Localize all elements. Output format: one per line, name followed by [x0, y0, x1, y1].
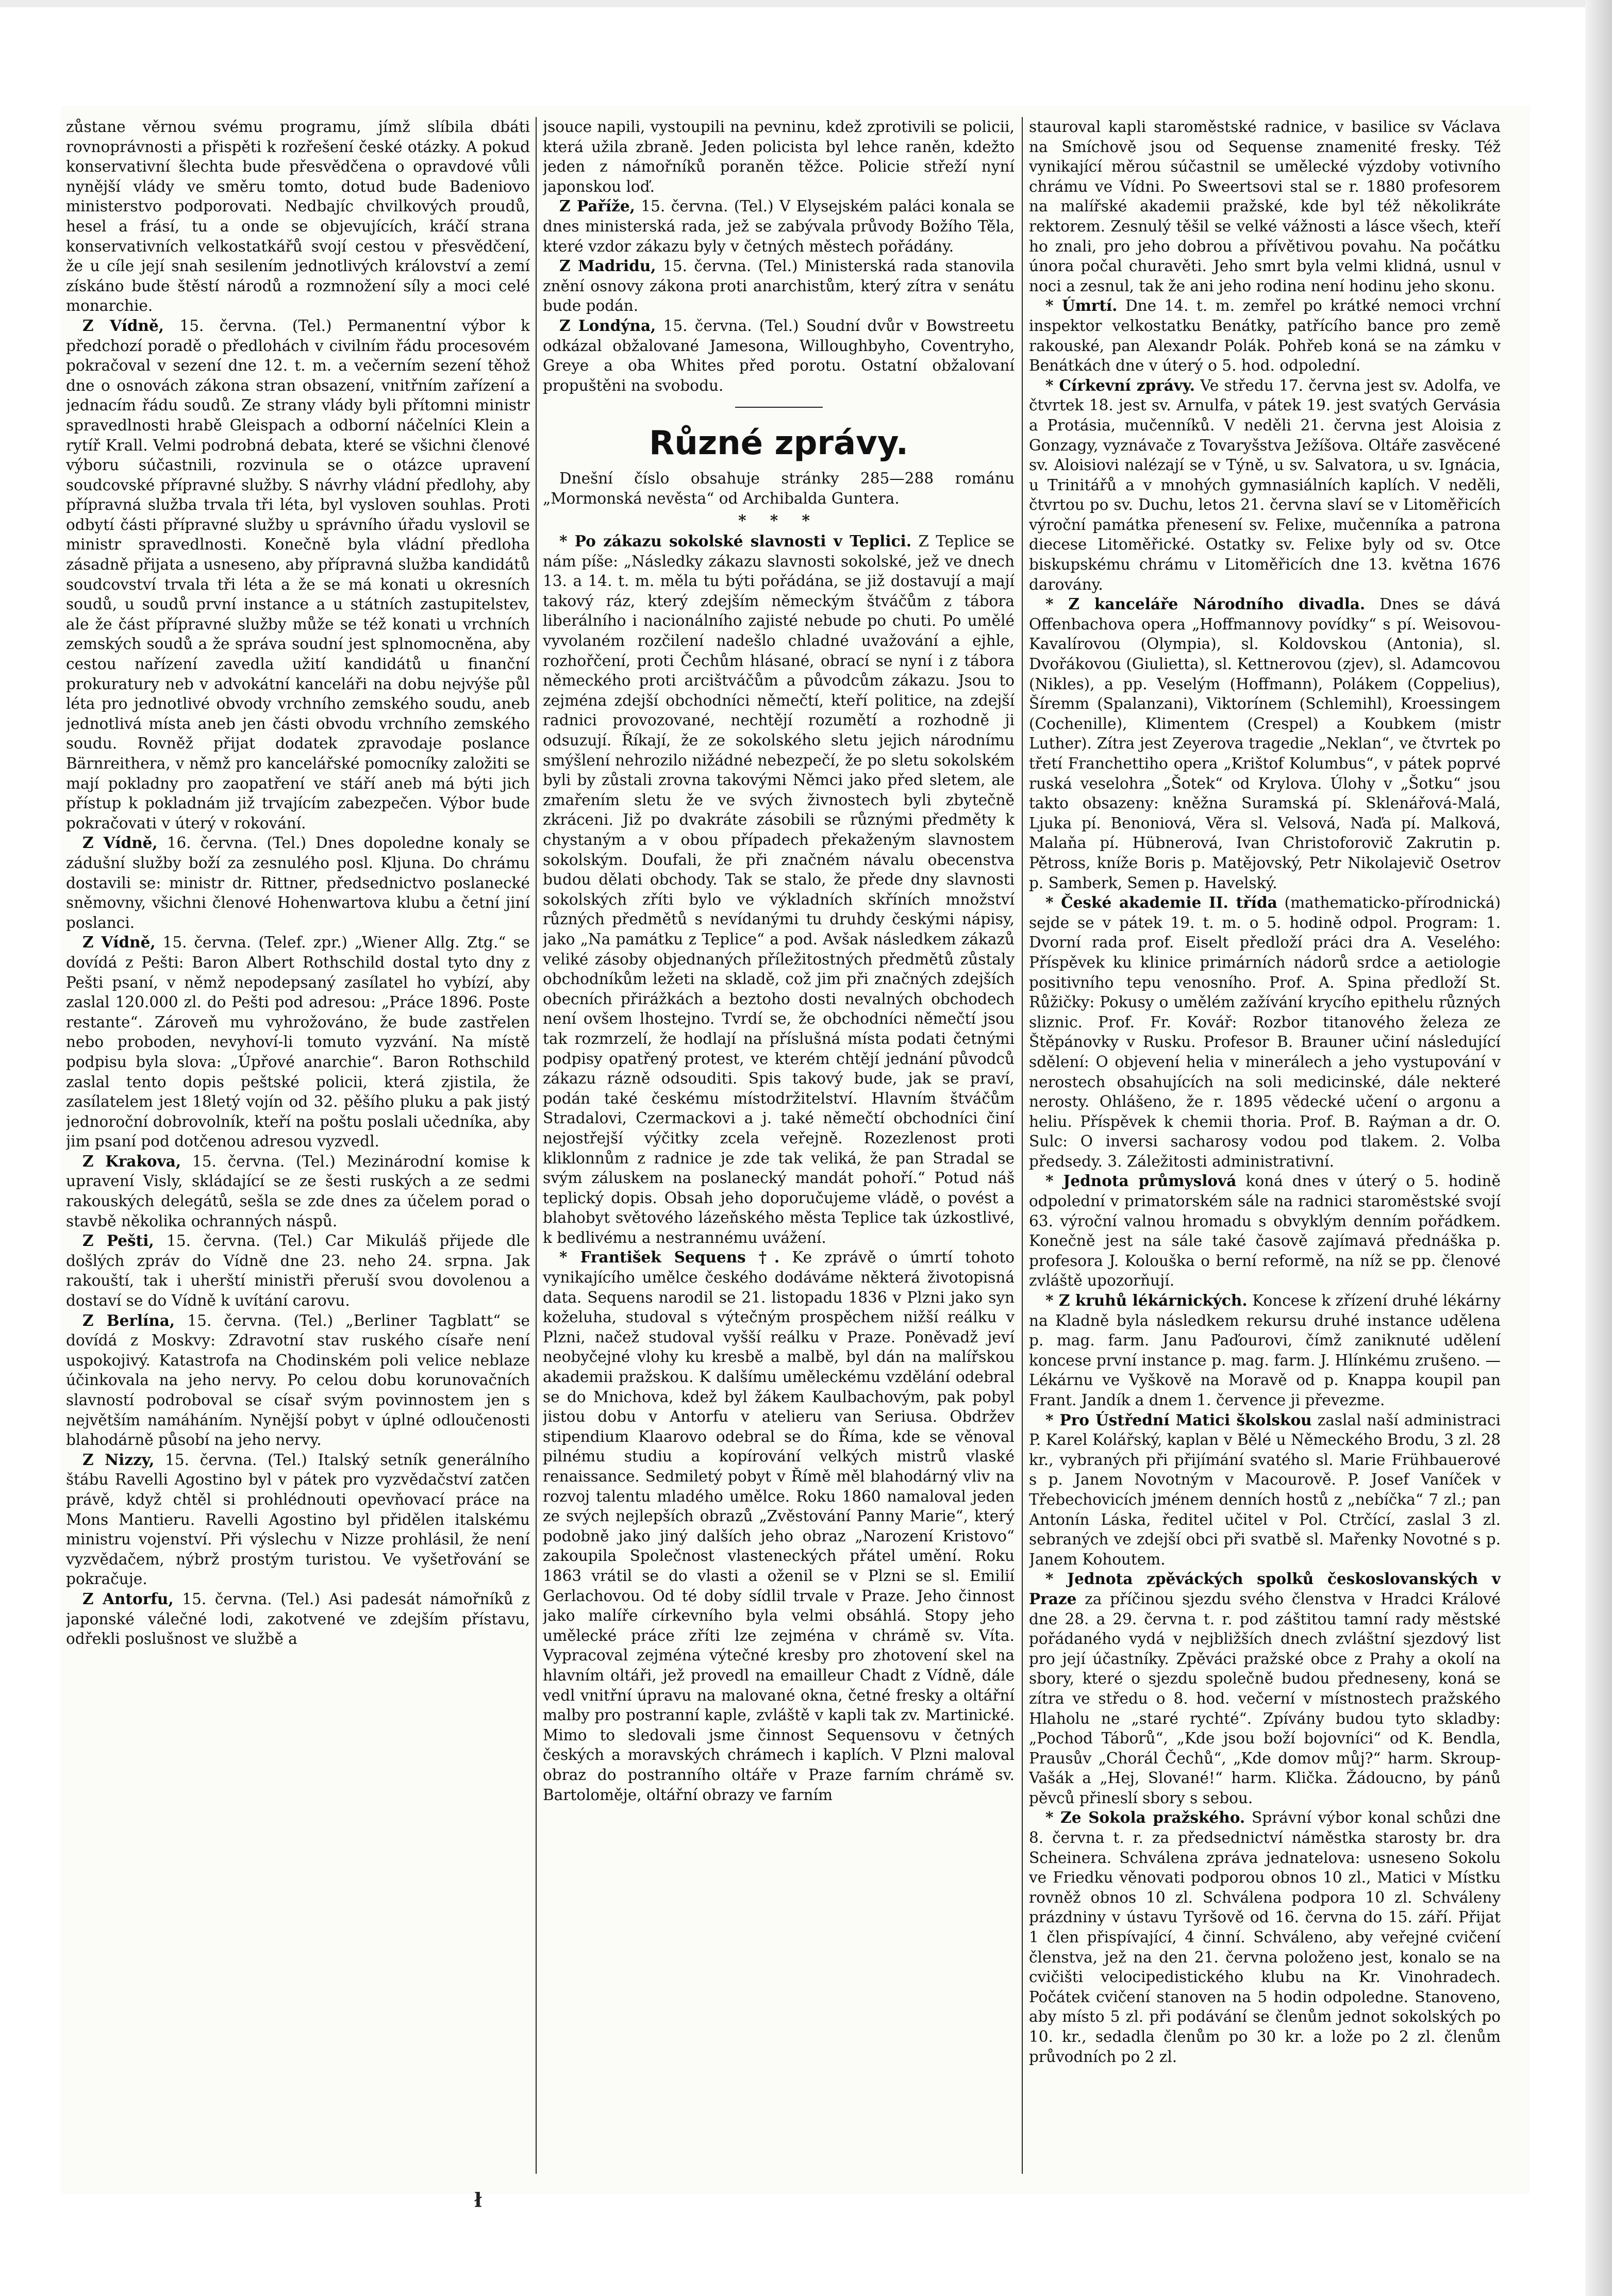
article-text: zůstane věrnou svému programu, jímž slíbila dbáti rovnoprávnosti a přispěti k rozřešení české otázky. A pokud konservativní šlechta bude přesvědčena o opravdové vůli nynější vlády ve směru tomto, dotud bude Badeniovo ministerstvo podporovati. Nedbajíc chvilkových proudů, hesel a frásí, tu a onde se objevujících, kráčí strana konservativních velkostatkářů svojí cestou v přesvědčení, že u cíle její snah sesilením jednotlivých království a zemí získáno bude štěstí národů a rozmnožení síly a moci celé monarchie. — [66, 118, 530, 315]
article-heading: * Jednota zpěváckých spolků českoslovanských v Praze — [1029, 1570, 1501, 1608]
middle-column-top — [543, 117, 1015, 395]
scan-right-edge — [1585, 0, 1612, 2296]
article-paragraph — [66, 117, 530, 316]
article-text: Ve středu 17. června jest sv. Adolfa, ve čtvrtek 18. jest sv. Arnulfa, v pátek 19. jest svatých Gervásia a Protásia, mučenníků. V neděli 21. června jest Aloisia z Gonzagy, vyznávače z Tovaryšstva Ježíšova. Oltáře zasvěcené sv. Aloisiovi nalézají se v Týně, u sv. Salvatora, u sv. Ignácia, u Trinitářů a v mnohých gymnasiálních kaplích. V neděli, čtvrtou po sv. Duchu, letos 21. června slaví se v Litoměřicích výroční památka přenesení sv. Felixe, mučenníka a patrona diecese Litoměřické. Ostatky sv. Felixe byly od sv. Otce biskupskému chrámu v Litoměřicích dne 13. května 1676 darovány. — [1029, 376, 1501, 593]
article-paragraph — [66, 1311, 530, 1450]
article-text: 15. června. (Tel.) V Elysejském paláci konala se dnes ministerská rada, jež se zabývala průvody Božího Těla, které vzdor zákazu byly v četných městech pořádány. — [543, 197, 1015, 255]
article-heading: Z Krakova, — [82, 1152, 181, 1170]
article-text: 15. června. (Tel.) Car Mikuláš přijede dle došlých zpráv do Vídně dne 23. neho 24. srpna. Jak rakouští, tak i uherští ministři přeruší svou dovolenou a dostaví se do Vídně k uvítání carovu. — [66, 1232, 530, 1310]
article-heading: Z Paříže, — [559, 197, 635, 215]
middle-column — [543, 117, 1015, 2184]
article-text: Dne 14. t. m. zemřel po krátké nemoci vrchní inspektor velkostatku Benátky, patřícího bance pro země rakouské, pan Alexandr Polák. Pohřeb koná se na zámku v Benátkách dne v úterý o 5. hod. odpolední. — [1029, 297, 1501, 375]
article-text: stauroval kapli staroměstské radnice, v basilice sv Václava na Smíchově jsou od Sequense znamenité fresky. Též vynikající měrou súčastnil se umělecké výzdoby votivního chrámu ve Vídni. Po Sweertsovi stal se r. 1880 profesorem na malířské akademii pražské, kde byl též několikráte rektorem. Zesnulý těšil se velké vážnosti a lásce všech, kteří ho znali, pro jeho dobrou a přívětivou povahu. Na počátku února počal churavěti. Jeho smrt byla velmi klidná, usnul v noci a zesnul, tak že ani jeho rodina není hodinu jeho skonu. — [1029, 118, 1501, 295]
article-text: 15. června. (Tel.) Asi padesát námořníků z japonské válečné lodi, zakotvené ve zdejším přístavu, odřekli poslušnost ve službě a — [66, 1590, 530, 1648]
article-heading: * Z kanceláře Národního divadla. — [1045, 595, 1366, 613]
article-paragraph — [543, 117, 1015, 196]
column-rule — [536, 117, 537, 2174]
article-text: 15. června. (Tel.) Italský setník generálního štábu Ravelli Agostino byl v pátek pro vyzvědačství zatčen právě, když chtěl si prohlédnouti opevňovací práce na Mons Mantieru. Ravelli Agostino byl přidělen italskému ministru vojenství. Při výslechu v Nizze prohlásil, že není vyzvědačem, nýbrž prostým turistou. Ve vyšetřování se pokračuje. — [66, 1451, 530, 1588]
separator-rule — [735, 407, 823, 408]
article-heading: * České akademie II. třída — [1045, 893, 1277, 912]
article-heading: Z Vídně, — [82, 933, 156, 952]
article-paragraph — [66, 1152, 530, 1231]
article-heading: Z Vídně, — [82, 316, 164, 335]
section-heading: Různé zprávy. — [649, 424, 909, 463]
article-heading: * František Sequens †. — [559, 1248, 780, 1267]
article-text: Dnes se dává Offenbachova opera „Hoffmannovy povídky“ s pí. Weisovou-Kavalírovou (Olympia), sl. Koldovskou (Antonia), sl. Dvořákovou (Giulietta), sl. Kettnerovou (zjev), sl. Adamcovou (Nikles), a pp. Veselým (Hoffmann), Polákem (Coppelius), Šíremm (Spalanzani), Viktorínem (Schlemihl), Kroessingem (Cochenille), Klimentem (Crespel) a Koubkem (mistr Luther). Zítra jest Zeyerova tragedie „Neklan“, ve čtvrtek po třetí Franchettiho opera „Krištof Kolumbus“, v pátek poprvé ruská veselohra „Šotek“ od Krylova. Úlohy v „Šotku“ jsou takto obsazeny: kněžna Suramská pí. Sklenářová-Malá, Ljuka pí. Benoniová, Věra sl. Velsová, Naďa pí. Malková, Malaňa pí. Hübnerová, Ivan Christoforovič Zakrutin p. Pětross, kníže Boris p. Matějovský, Petr Nikolajevič Osetrov p. Samberk, Semen p. Havelský. — [1029, 595, 1501, 892]
article-paragraph — [1029, 1808, 1501, 2067]
article-paragraph — [66, 1231, 530, 1310]
article-text: za příčinou sjezdu svého členstva v Hradci Králové dne 28. a 29. června t. r. pod záštitou tamní rady městské pořádaného vydá v nejbližších dnech zvláštní sjezdový list pro její účastníky. Zpěváci pražské obce z Prahy a okolí na sbory, které o sjezdu společně budou předneseny, koná se zítra ve středu o 8. hod. večerní v místnostech pražského Hlaholu ne „staré rychté“. Zpívány budou tyto skladby: „Pochod Táborů“, „Kde jsou boží bojovníci“ od K. Bendla, Prausův „Chorál Čechů“, „Kde domov můj?“ harm. Skroup-Vašák a „Hej, Slované!“ harm. Klička. Žádoucno, by pánů pěvců přineslí sbory s sebou. — [1029, 1590, 1501, 1807]
article-text: koná dnes v úterý o 5. hodině odpolední v primatorském sále na radnici staroměstské svojí 63. výroční valnou hromadu s obvyklým denním pořádkem. Konečně jest na sále také časově zajímavá přednáška p. profesora J. Kolouška o berní reformě, na níž se pp. členové zvláště upozorňují. — [1029, 1172, 1501, 1290]
article-paragraph — [66, 1589, 530, 1649]
right-column — [1029, 117, 1501, 2184]
article-text: 15. června. (Telef. zpr.) „Wiener Allg. Ztg.“ se dovídá z Pešti: Baron Albert Rothschild dostal tyto dny z Pešti psaní, v němž nepodepsaný zasílatel ho vybízí, aby zaslal 120.000 zl. do Pešti pod adresou: „Práce 1896. Poste restante“. Zároveň mu vyhrožováno, že bude zastřelen nebo proboden, nevyhoví-li tomuto vyzvání. Na místě podpisu byla slova: „Úpřové anarchie“. Baron Rothschild zaslal tento dopis peštské policii, která zjistila, že zasílatelem jest 18letý vojín od 32. pěšího pluku a pak jistý jednoroční dobrovolník, kteří na poštu poslali učedníka, aby jim psaní pod dotčenou adresou vyzvedl. — [66, 934, 530, 1151]
article-text: jsouce napili, vystoupili na pevninu, kdež zprotivili se policii, která užila zbraně. Jeden policista byl lehce raněn, kdežto jeden z námořníků poraněn těžce. Policie střeží nyní japonskou loď. — [543, 118, 1015, 195]
article-heading: Z Vídně, — [82, 834, 158, 852]
article-paragraph — [543, 316, 1015, 395]
article-text: zaslal naší administraci P. Karel Kolářský, kaplan v Bělé u Německého Brodu, 3 zl. 28 kr., vybraných při přijímání svatého sl. Marie Frühbauerové s p. Janem Novotným v Macourově. P. Josef Vaníček v Třebechovicích jménem denních hostů z „nebíčka“ 7 zl.; pan Antonín Láska, ředitel učitel v Pol. Ctrčící, zaslal 3 zl. sebraných ve zdejší obci při svatbě sl. Mařenky Novotné s p. Janem Kohoutem. — [1029, 1411, 1501, 1568]
middle-column-bottom — [543, 531, 1015, 1805]
article-text: Ke zprávě o úmrtí tohoto vynikajícího umělce českého dodáváme některá životopisná data. Sequens narodil se 21. listopadu 1836 v Plzni jako syn koželuha, studoval s výtečným prospěchem nižší reálku v Plzni, načež studoval vyšší reálku v Praze. Poněvadž jeví neobyčejné vlohy ku kresbě a malbě, byl dán na malířskou akademii pražskou. K dalšímu uměleckému vzdělání odebral se do Mnichova, kdež byl žákem Kaulbachovým, pak pobyl jistou dobu v Antorfu v atelieru van Seriusa. Obdržev stipendium Klaarovo odebral se do Říma, kde se věnoval pilnému studiu a kopírování velkých mistrů vlaské renaissance. Sedmiletý pobyt v Římě měl blahodárný vliv na rozvoj talentu mladého umělce. Roku 1860 namaloval jeden ze svých nejlepších obrazů „Zvěstování Panny Marie“, který podobně jako jiný dalších jeho obraz „Narození Kristovo“ zakoupila Společnost vlasteneckých přátel umění. Roku 1863 vrátil se do vlasti a oženil se v Plzni se sl. Emilií Gerlachovou. Od té doby sídlil trvale v Praze. Jeho činnost jako malíře církevního byla velmi obsáhlá. Stopy jeho umělecké práce zříti lze zejména v chrámě sv. Víta. Vypracoval zejména výtečné kresby pro zhotovení skel na hlavním oltáři, jež provedl na emailleur Chadt z Vídně, dále vedl vnitřní úpravu na malované okna, četné fresky a oltářní malby pro postranní kaple, zvláště v kapli tak zv. Martinické. Mimo to sledovali jsme činnost Sequensovu v četných českých a moravských chrámech i kaplích. V Plzni maloval obraz do postranního oltáře v Praze farním chrámě sv. Bartoloměje, oltářní obrazy ve farním — [543, 1249, 1015, 1804]
article-heading: Z Berlína, — [82, 1311, 175, 1329]
article-paragraph — [1029, 1410, 1501, 1570]
article-paragraph — [543, 256, 1015, 316]
article-heading: Z Madridu, — [559, 257, 656, 275]
article-paragraph — [1029, 376, 1501, 595]
article-paragraph — [66, 933, 530, 1152]
column-rule — [1022, 117, 1023, 2174]
article-text: Správní výbor konal schůzi dne 8. června t. r. za předsednictví náměstka starosty br. dra Scheinera. Schválena zpráva jednatelova: usneseno Sokolu ve Friedku věnovati podporou obnos 10 zl., Matici v Místku rovněž obnos 10 zl. Schválena podpora 10 zl. Schváleny prázdniny v ústavu Tyršově od 16. června do 15. září. Přijat 1 člen přispívající, 4 činní. Schváleno, aby veřejné cvičení členstva, jež na den 21. června položeno jest, konalo se na cvičišti velocipedistického klubu na Kr. Vinohradech. Počátek cvičení stanoven na 5 hodin odpoledne. Stanoveno, aby místo 5 zl. při podávání se členům jednot sokolských po 10. kr., sedadla členům po 30 kr. a lože po 2 zl. členům průvodních po 2 zl. — [1029, 1809, 1501, 2066]
article-text: 15. června. (Tel.) Permanentní výbor k předchozí poradě o předlohách v civilním řádu procesovém pokračoval v sezení dne 12. t. m. a večerním sezení těhož dne o osnovách zákona stran obsazení, vnitřním zařízení a jednacím řádu soudů. Ze strany vlády byli přítomni ministr spravedlnosti hrabě Gleispach a odborní náčelníci Klein a rytíř Krall. Velmi podrobná debata, které se všichni členové výboru súčastnili, rozvinula se o otázce upravení soudcovské přípravné služby. S návrhy vládní předlohy, aby přípravná služba trvala tři léta, byl vysloven souhlas. Proti odbytí části přípravné služby u správního úřadu vyslovil se ministr spravedlnosti. Konečně byla vládní předloha zásadně přijata a usneseno, aby přípravná služba kandidátů soudcovství trvala tři léta a že se má konati u okresních soudů, u soudů první instance a u státních zastupitelstev, ale že část přípravné služby může se též konati u vrchních zemských soudů a že správa soudní jest splnomocněna, aby cestou nařízení zavedla užití kandidátů u finanční prokuratury neb v advokátní kanceláři na dobu nejvýše půl léta pro jednotlivé obvody vrchního zemského soudu, aneb jednotlivá místa aneb jen části obvodu vrchního zemského soudu. Rovněž přijat dodatek zpravodaje poslance Bärnreithera, v němž pro kancelářské pomocníky založiti se mají pokladny pro zaopatření ve stáří aneb má býti jich přístup k pokladnám již trvajícím zabezpečen. Výbor bude pokračovati v úterý v rokování. — [66, 317, 530, 832]
article-paragraph — [66, 833, 530, 933]
article-paragraph — [543, 196, 1015, 256]
article-heading: Z Pešti, — [82, 1232, 154, 1250]
article-text: 15. června. (Tel.) Mezinárodní komise k upravení Visly, skládající se ze šesti ruských a ze sedmi rakouských delegátů, sešla se zde dnes za účelem porad o stavbě několika ochranných náspů. — [66, 1152, 530, 1230]
article-heading: * Jednota průmyslová — [1045, 1172, 1237, 1190]
article-paragraph — [543, 1247, 1015, 1805]
article-paragraph — [1029, 1291, 1501, 1410]
article-heading: * Úmrtí. — [1045, 296, 1118, 315]
article-text: Koncese k zřízení druhé lékárny na Kladně byla následkem rekursu druhé instance udělena p. mag. farm. Janu Paďourovi, čímž zaniknuté udělení koncese první instance p. mag. farm. J. Hlínkému zrušeno. — Lékárnu ve Vyškově na Moravě od p. Knappa koupil pan Frant. Jandík a dnem 1. července ji převezme. — [1029, 1292, 1501, 1409]
left-column — [66, 117, 530, 2184]
article-text: (mathematicko-přírodnická) sejde se v pátek 19. t. m. o 5. hodině odpol. Program: 1. Dvorní rada prof. Eiselt předloží práci dra A. Veselého: Příspěvek ku klinice primárních nádorů srdce a aetiologie positivního tepu venosního. Prof. A. Spina předloží St. Růžičky: Pokusy o umělém zažívání krycího epithelu různých sliznic. Prof. Fr. Kovář: Rozbor titanového železa ze Štěpánovky v Rusku. Profesor B. Brauner učiní následující sdělení: O objevení helia v minerálech a jeho vystupování v nerostech obsahujících na soli medicinské, dále nekteré nerosty. Ohlášeno, že r. 1895 vědecké učení o argonu a heliu. Příspěvek k chemii thoria. Prof. B. Raýman a dr. O. Sulc: O inversi sacharosy vodou pod tlakem. 2. Volba předsedy. 3. Záležitosti administrativní. — [1029, 894, 1501, 1170]
article-paragraph — [1029, 117, 1501, 296]
article-heading: * Pro Ústřední Matici školskou — [1045, 1410, 1312, 1429]
article-paragraph — [1029, 893, 1501, 1171]
article-heading: Z Londýna, — [559, 316, 656, 335]
article-paragraph — [66, 1450, 530, 1589]
article-heading: * Z kruhů lékárnických. — [1045, 1291, 1248, 1310]
article-text: Z Teplice se nám píše: „Následky zákazu slavnosti sokolské, jež ve dnech 13. a 14. t. m. měla tu býti pořádána, se již dostavují a mají takový ráz, který zdejším německým štváčům z tábora liberálního i nacionálního zajisté nebude po chuti. Po umělé vyvolaném rozčilení nadešlo chladné uvažování a ejhle, rozhořčení, proti Čechům hlásané, obrací se nyní i z tábora německého proti arcištváčům a původcům zákazu. Jsou to zejména zdejší obchodníci němečtí, kteří politice, na zdejší radnici provozované, nechtějí rozumětí a rozhodně ji odsuzují. Říkají, že ze sokolského sletu jejich národnímu smýšlení nehrozilo nižádné nebezpečí, že po sletu sokolském byli by zůstali zrovna takovými Němci jako před sletem, ale zmařením sletu že ve svých živnostech byli zbytečně zkráceni. Již po dvakráte zásobili se různými předměty k chystaným a v obou případech překaženým slavnostem sokolským. Doufali, že při značném návalu obecenstva budou dělati obchody. Tak se stalo, že přede dny slavnosti sokolských zříti bylo ve výkladních skříních množství různých předmětů s nevídanými tu druhdy českými nápisy, jako „Na památku z Teplice“ a pod. Avšak následkem zákazů veliké zásoby objednaných příležitostných předmětů zůstaly obchodníkům ležeti na skladě, což jim při značných zdejších obecních přirážkách a beztoho dosti nevalných obchodech není ovšem lhostejno. Tvrdí se, že obchodníci němečtí jsou tak rozmrzelí, že hodlají na příslušná místa podati četnými podpisy opatřený protest, ve kterém chtějí jednání původců zákazu rázně odsouditi. Spis takový bude, jak se praví, podán také českému místodržitelství. Hlavním štváčům Stradalovi, Czermackovi a j. také němečtí obchodníci činí nejostřejší výčitky zcela veřejně. Rozezlenost proti kliklonnům z radnice je zde tak veliká, že pan Stradal se svým záluskem na poslanecký mandát pohoří.“ Potud náš teplický dopis. Obsah jeho doporučujeme vládě, o povést a blahobyt světového lázeňského města Teplice tak úzkostlivé, k bedlivému a nestrannému uvážení. — [543, 533, 1015, 1246]
article-paragraph — [1029, 1171, 1501, 1291]
article-paragraph — [1029, 296, 1501, 375]
article-text: 15. června. (Tel.) „Berliner Tagblatt“ se dovídá z Moskvy: Zdravotní stav ruského císaře není uspokojivý. Katastrofa na Chodinském poli velice neblaze účinkovala na jeho nervy. Po celou dobu korunovačních slavností podroboval se císař svým povinnostem jen s největším namáháním. Nynější pobyt v úplné odloučenosti blahodárně působí na jeho nervy. — [66, 1311, 530, 1449]
article-text: 16. června. (Tel.) Dnes dopoledne konaly se zádušní služby boží za zesnulého posl. Kljuna. Do chrámu dostavili se: ministr dr. Rittner, předsednictvo poslanecké sněmovny, všichni členové Hohenwartova klubu a četní jiní poslanci. — [66, 834, 530, 931]
page-bottom-mark: ł — [474, 2188, 482, 2211]
article-paragraph — [66, 316, 530, 833]
article-text: 15. června. (Tel.) Soudní dvůr v Bowstreetu odkázal obžalované Jamesona, Willoughbyho, Coventryho, Greye a oba Whites před porotu. Ostatní obžalovaní propuštěni na svobodu. — [543, 317, 1015, 394]
section-stars: * * * — [738, 511, 819, 529]
article-heading: * Ze Sokola pražského. — [1045, 1808, 1245, 1827]
scan-top-edge — [0, 0, 1612, 7]
article-paragraph — [1029, 594, 1501, 893]
article-heading: * Po zákazu sokolské slavnosti v Teplici. — [559, 532, 912, 551]
article-heading: Z Nizzy, — [82, 1450, 155, 1469]
article-heading: Z Antorfu, — [82, 1589, 174, 1608]
article-paragraph — [1029, 1569, 1501, 1808]
article-paragraph — [543, 531, 1015, 1247]
article-heading: * Církevní zprávy. — [1045, 376, 1195, 394]
intro-paragraph: Dnešní číslo obsahuje stránky 285—288 románu „Mormonská nevěsta“ od Archibalda Guntera. — [543, 470, 1015, 507]
article-text: 15. června. (Tel.) Ministerská rada stanovila znění osnovy zákona proti anarchistům, který zítra v senátu bude podán. — [543, 257, 1015, 315]
newspaper-page — [61, 106, 1530, 2193]
